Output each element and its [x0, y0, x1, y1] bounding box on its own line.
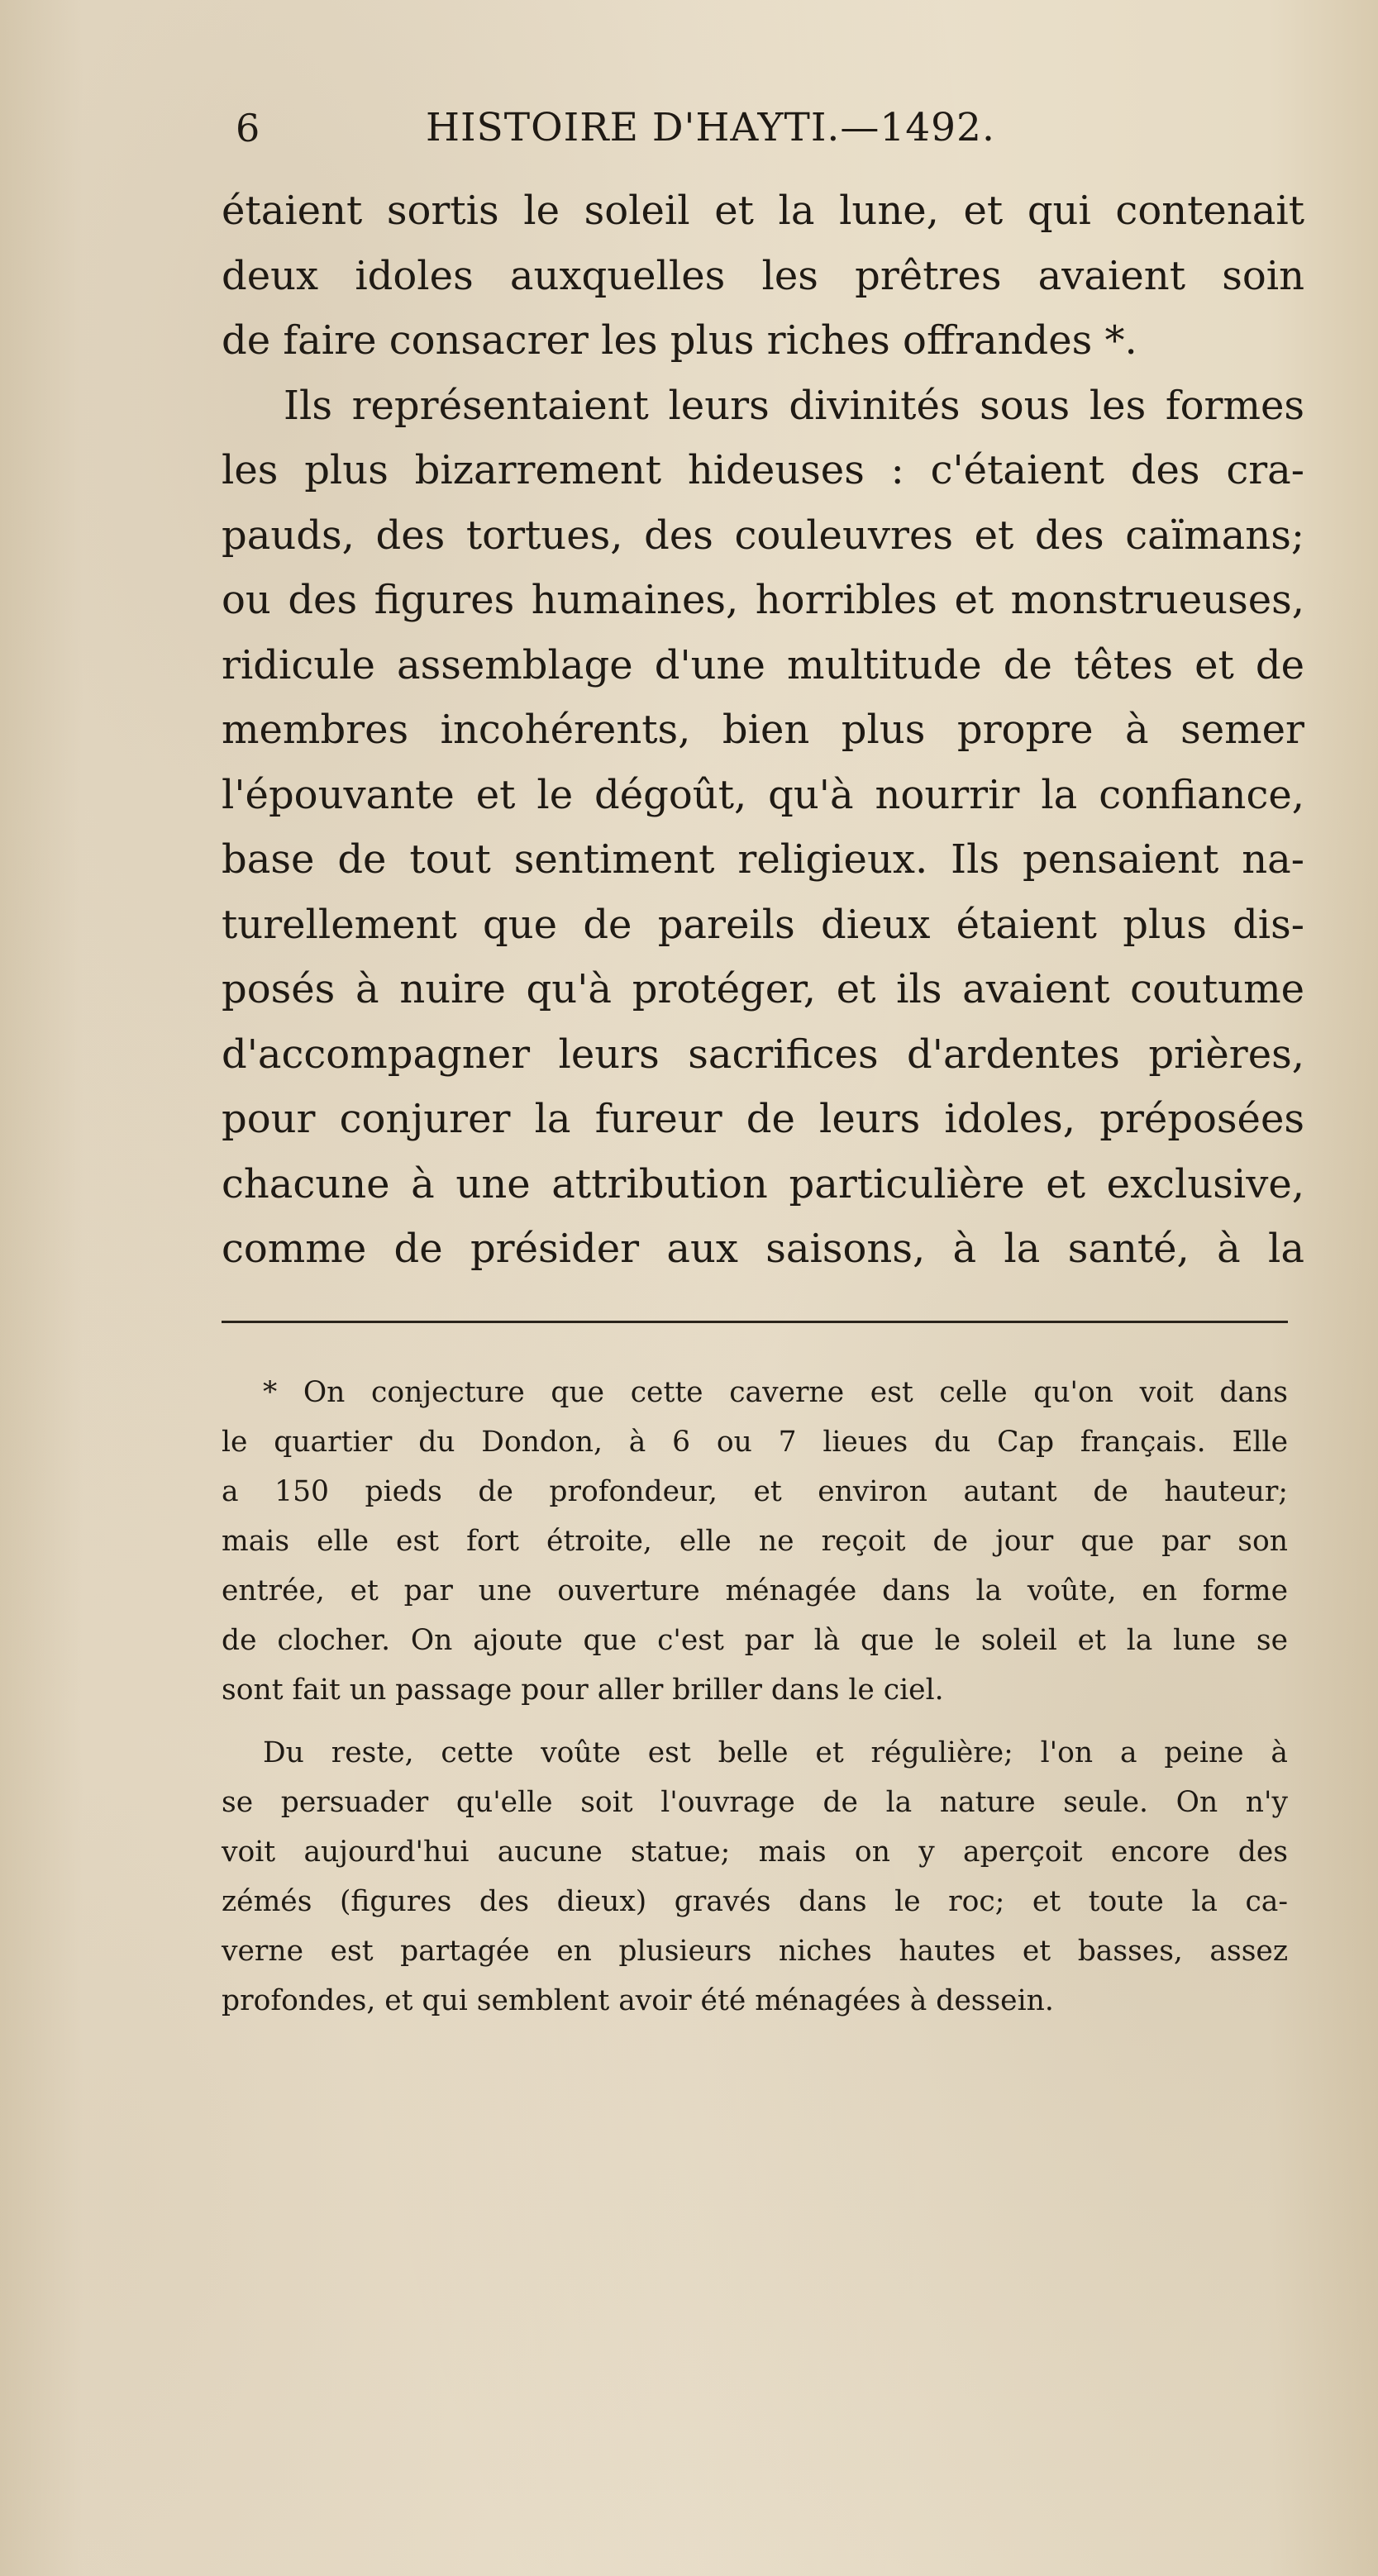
- footnote-line: Du reste, cette voûte est belle et régulière; l'on a peine à: [263, 1736, 1288, 1769]
- text-line: les plus bizarrement hideuses : c'étaient des cra-: [222, 447, 1304, 493]
- footnote-paragraph-gap: [222, 1715, 1288, 1728]
- footnote-line: verne est partagée en plusieurs niches hautes et basses, assez: [222, 1935, 1288, 1968]
- footnote-line: * On conjecture que cette caverne est celle qu'on voit dans: [263, 1376, 1288, 1409]
- footnote-line: zémés (figures des dieux) gravés dans le roc; et toute la ca-: [222, 1885, 1288, 1918]
- footnote-line: le quartier du Dondon, à 6 ou 7 lieues du Cap français. Elle: [222, 1426, 1288, 1459]
- footnote-line: mais elle est fort étroite, elle ne reçoit de jour que par son: [222, 1525, 1288, 1558]
- text-line: pour conjurer la fureur de leurs idoles, préposées: [222, 1096, 1304, 1142]
- footnote-line: sont fait un passage pour aller briller dans le ciel.: [222, 1674, 944, 1707]
- paragraph-2: [222, 374, 1304, 1282]
- text-line: comme de présider aux saisons, à la santé, à la: [222, 1226, 1304, 1272]
- text-line: posés à nuire qu'à protéger, et ils avaient coutume: [222, 966, 1304, 1012]
- running-title: HISTOIRE D'HAYTI.—1492.: [426, 105, 995, 150]
- footnote-separator: [222, 1321, 1288, 1323]
- main-text: [222, 179, 1304, 1282]
- text-line: de faire consacrer les plus riches offrandes *.: [222, 317, 1137, 364]
- footnote-line: se persuader qu'elle soit l'ouvrage de la nature seule. On n'y: [222, 1786, 1288, 1819]
- text-line: étaient sortis le soleil et la lune, et qui contenait: [222, 188, 1304, 234]
- footnote-paragraph-2: [222, 1728, 1288, 2026]
- page-number: 6: [236, 106, 260, 150]
- text-line: l'épouvante et le dégoût, qu'à nourrir la confiance,: [222, 771, 1304, 818]
- text-line: ridicule assemblage d'une multitude de têtes et de: [222, 641, 1304, 688]
- text-line: base de tout sentiment religieux. Ils pensaient na-: [222, 836, 1304, 883]
- text-line: ou des figures humaines, horribles et monstrueuses,: [222, 577, 1304, 623]
- footnote-line: de clocher. On ajoute que c'est par là que le soleil et la lune se: [222, 1624, 1288, 1657]
- text-line: turellement que de pareils dieux étaient plus dis-: [222, 901, 1304, 948]
- text-line: d'accompagner leurs sacrifices d'ardentes prières,: [222, 1031, 1304, 1078]
- footnote-line: entrée, et par une ouverture ménagée dans la voûte, en forme: [222, 1574, 1288, 1607]
- paragraph-1: [222, 179, 1304, 374]
- footnote-paragraph-1: [222, 1368, 1288, 1715]
- footnote-line: a 150 pieds de profondeur, et environ autant de hauteur;: [222, 1475, 1288, 1508]
- text-line: membres incohérents, bien plus propre à semer: [222, 707, 1304, 753]
- footnote-line: profondes, et qui semblent avoir été ménagées à dessein.: [222, 1984, 1054, 2017]
- footnote: [222, 1368, 1288, 2026]
- text-line: pauds, des tortues, des couleuvres et des caïmans;: [222, 512, 1304, 559]
- text-line: chacune à une attribution particulière et exclusive,: [222, 1160, 1304, 1207]
- footnote-line: voit aujourd'hui aucune statue; mais on y aperçoit encore des: [222, 1836, 1288, 1869]
- text-line: Ils représentaient leurs divinités sous les formes: [284, 382, 1304, 429]
- text-line: deux idoles auxquelles les prêtres avaient soin: [222, 252, 1304, 299]
- page-header: [236, 99, 1112, 157]
